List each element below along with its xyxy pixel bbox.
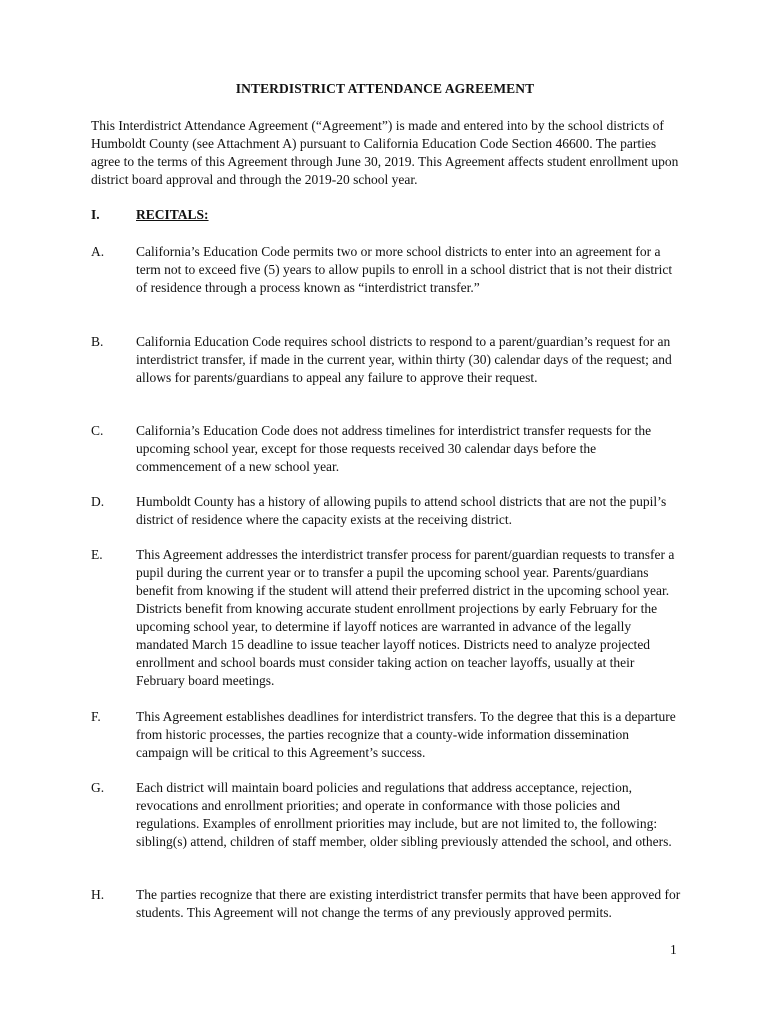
recital-letter: F. [91,709,101,724]
page-number: 1 [670,942,677,957]
recital-letter: D. [91,494,105,509]
recital-letter: A. [91,244,105,259]
recital-text: California’s Education Code does not address timelines for interdistrict transfer requests for the upcoming school year, except for those requests received 30 calendar days before the commencement of a new school year. [136,423,652,474]
recital-text: California’s Education Code permits two or more school districts to enter into an agreement for a term not to exceed five (5) years to allow pupils to enroll in a school district that is not their district of residence through a process known as “interdistrict transfer.” [136,244,673,295]
section-title: RECITALS: [136,207,209,222]
recital-text: California Education Code requires school districts to respond to a parent/guardian’s request for an interdistrict transfer, if made in the current year, within thirty (30) calendar days of the request; and allows for parents/guardians to appeal any failure to approve their request. [136,334,672,385]
section-heading [91,207,691,227]
recital-letter: C. [91,423,104,438]
recital-letter: E. [91,547,103,562]
document-title: INTERDISTRICT ATTENDANCE AGREEMENT [235,81,535,96]
intro-paragraph: This Interdistrict Attendance Agreement (“Agreement”) is made and entered into by the school districts of Humboldt County (see Attachment A) pursuant to California Education Code Section 46600. The parties agree to the terms of this Agreement through June 30, 2019. This Agreement affects student enrollment upon district board approval and through the 2019-20 school year. [91,118,679,187]
recital-text: This Agreement addresses the interdistrict transfer process for parent/guardian requests to transfer a pupil during the current year or to transfer a pupil the upcoming school year. Parents/guardians benefit from knowing if the student will attend their preferred district in the upcoming school year. Districts benefit from knowing accurate student enrollment projections by early February for the upcoming school year, to determine if layoff notices are warranted in advance of the legally mandated March 15 deadline to issue teacher layoff notices. Districts need to analyze projected enrollment and school boards must consider taking action on teacher layoffs, usually at their February board meetings. [136,547,675,688]
section-number: I. [91,207,100,222]
recital-text: Each district will maintain board policies and regulations that address acceptance, rejection, revocations and enrollment priorities; and operate in conformance with those policies and regulations. Examples of enrollment priorities may include, but are not limited to, the following: sibling(s) attend, children of staff member, older sibling previously attended the school, and others. [136,780,672,849]
recital-letter: G. [91,780,105,795]
recital-text: This Agreement establishes deadlines for interdistrict transfers. To the degree that this is a departure from historic processes, the parties recognize that a county-wide information dissemination campaign will be critical to this Agreement’s success. [136,709,676,760]
recital-text: The parties recognize that there are existing interdistrict transfer permits that have been approved for students. This Agreement will not change the terms of any previously approved permits. [136,887,681,920]
recital-letter: H. [91,887,105,902]
recital-letter: B. [91,334,104,349]
recital-text: Humboldt County has a history of allowing pupils to attend school districts that are not the pupil’s district of residence where the capacity exists at the receiving district. [136,494,667,527]
